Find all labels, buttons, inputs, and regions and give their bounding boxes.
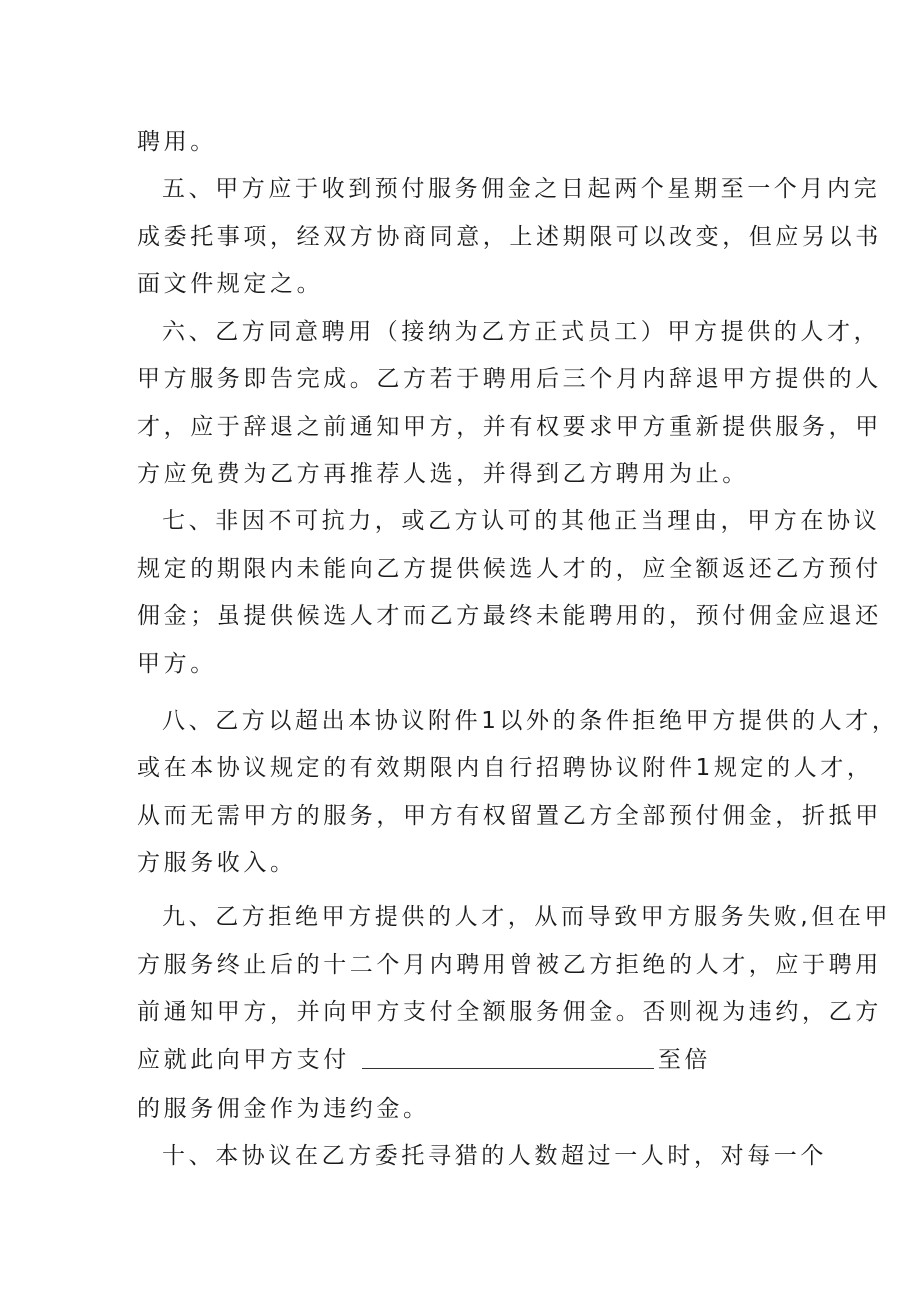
text-line: 方应免费为乙方再推荐人选，并得到乙方聘用为止。 <box>137 461 749 487</box>
fill-in-blank[interactable] <box>362 1046 654 1069</box>
text-line: 七、非因不可抗力，或乙方认可的其他正当理由，甲方在协议 <box>162 508 881 534</box>
text-line: 或在本协议规定的有效期限内自行招聘协议附件1规定的人才， <box>137 755 874 781</box>
text-line: 九、乙方拒绝甲方提供的人才，从而导致甲方服务失败,但在甲 <box>162 904 892 930</box>
text-line: 方服务终止后的十二个月内聘用曾被乙方拒绝的人才，应于聘用 <box>137 952 882 978</box>
text-line: 五、甲方应于收到预付服务佣金之日起两个星期至一个月内完 <box>162 176 881 202</box>
text-line: 的服务佣金作为违约金。 <box>137 1096 430 1122</box>
text-line: 才，应于辞退之前通知甲方，并有权要求甲方重新提供服务，甲 <box>137 414 882 440</box>
text-line: 前通知甲方，并向甲方支付全额服务佣金。否则视为违约，乙方 <box>137 999 882 1025</box>
text-line: 甲方。 <box>137 651 217 677</box>
text-line: 甲方服务即告完成。乙方若于聘用后三个月内辞退甲方提供的人 <box>137 366 882 392</box>
text-line: 成委托事项，经双方协商同意，上述期限可以改变，但应另以书 <box>137 224 882 250</box>
text-segment: 至倍 <box>657 1047 712 1073</box>
text-segment: 应就此向甲方支付 <box>137 1047 350 1073</box>
text-line: 八、乙方以超出本协议附件1以外的条件拒绝甲方提供的人才， <box>162 708 899 734</box>
text-line-with-blank <box>137 1045 711 1075</box>
text-line: 规定的期限内未能向乙方提供候选人才的，应全额返还乙方预付 <box>137 556 882 582</box>
text-line: 十、本协议在乙方委托寻猎的人数超过一人时，对每一个 <box>162 1143 827 1169</box>
text-line: 面文件规定之。 <box>137 271 324 297</box>
text-line: 六、乙方同意聘用（接纳为乙方正式员工）甲方提供的人才， <box>162 319 881 345</box>
text-line: 方服务收入。 <box>137 850 297 876</box>
text-line: 聘用。 <box>137 129 217 155</box>
text-line: 佣金；虽提供候选人才而乙方最终未能聘用的，预付佣金应退还 <box>137 603 882 629</box>
text-line: 从而无需甲方的服务，甲方有权留置乙方全部预付佣金，折抵甲 <box>137 803 882 829</box>
